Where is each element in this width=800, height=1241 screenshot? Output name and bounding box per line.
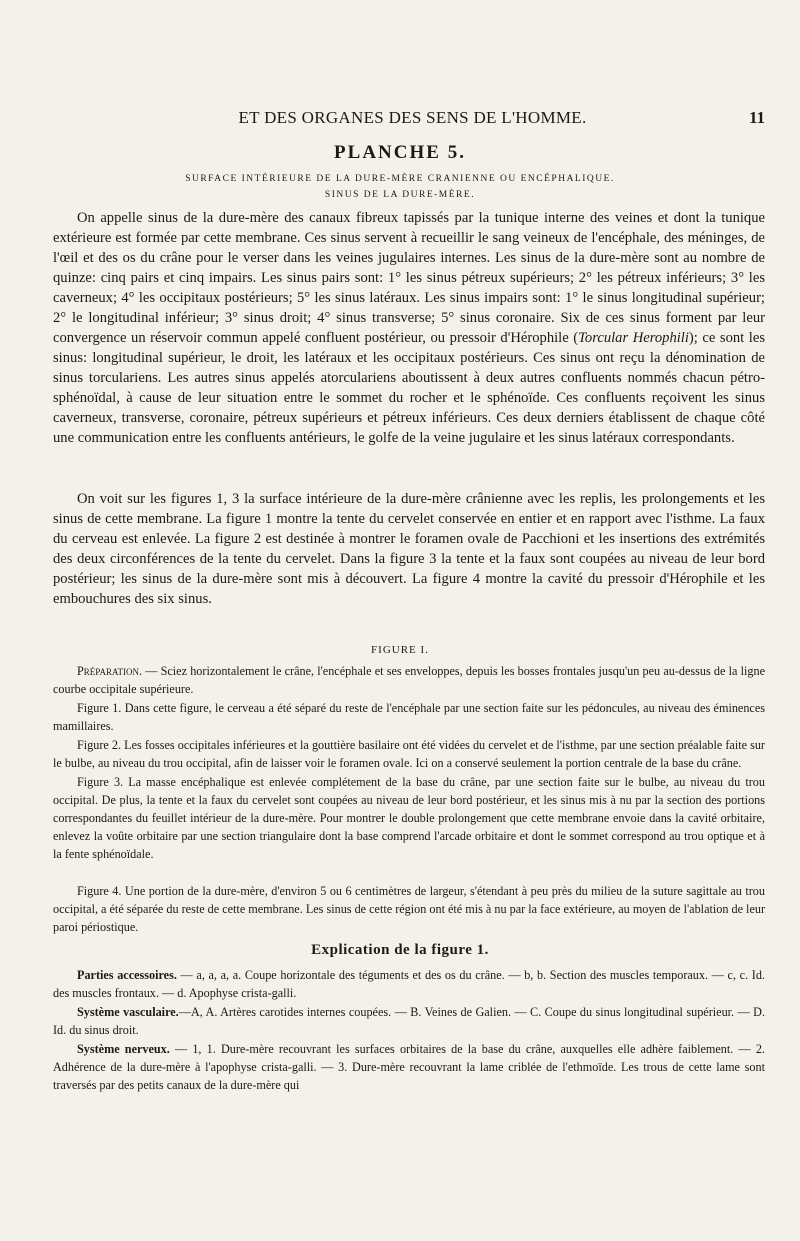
accessory-parts-label: Parties accessoires.	[77, 968, 177, 982]
accessory-parts-paragraph	[53, 966, 765, 1002]
page-number: 11	[748, 108, 765, 127]
nervous-system-text: — 1, 1. Dure-mère recouvrant les surfaces orbitaires de la base du crâne, auxquelles elle adhère faiblement. — 2. Adhérence de la dure-mère à l'apophyse crista-galli. — 3. Dure-mère recouvrant la lame criblée de l'ethmoïde. Les trous de cette lame sont traversés par des petits canaux de la dure-mère qui	[53, 1042, 765, 1092]
accessory-parts-text: — a, a, a, a. Coupe horizontale des téguments et des os du crâne. — b, b. Section des muscles temporaux. — c, c. Id. des muscles frontaux. — d. Apophyse crista-galli.	[53, 968, 765, 1000]
preparation-text: — Sciez horizontalement le crâne, l'encéphale et ses enveloppes, depuis les bosses frontales jusqu'un peu au-dessus de la ligne courbe occipitale supérieure.	[53, 664, 765, 696]
figures-overview-paragraph: On voit sur les figures 1, 3 la surface intérieure de la dure-mère crânienne avec les replis, les prolongements et les sinus de cette membrane. La figure 1 montre la tente du cervelet conservée en entier et en rapport avec l'isthme. La faux du cerveau est enlevée. La figure 2 est destinée à montrer le foramen ovale de Pacchioni et les insertions des extrémités des deux circonférences de la tente du cervelet. Dans la figure 3 la tente et la faux sont coupées au niveau de leur bord postérieur; les sinus de la dure-mère sont mis à découvert. La figure 4 montre la cavité du pressoir d'Hérophile et les embouchures des six sinus.	[53, 491, 765, 607]
preparation-label: Préparation.	[77, 664, 143, 678]
figure-heading: FIGURE I.	[371, 644, 429, 656]
nervous-system-label: Système nerveux.	[77, 1042, 170, 1056]
vascular-system-paragraph	[53, 1003, 765, 1039]
torcular-latin-term: Torcular Herophili	[578, 330, 689, 346]
figure-2-paragraph: Figure 2. Les fosses occipitales inférieures et la gouttière basilaire ont été vidées du cervelet et de l'isthme, par une section préalable faite sur le bulbe, au niveau du trou occipital, afin de laisser voir le foramen ovale. Ici on a conservé seulement la portion centrale de la base du crâne.	[53, 738, 765, 770]
preparation-paragraph	[53, 662, 765, 698]
intro-paragraph	[53, 208, 765, 448]
running-head	[60, 108, 765, 130]
vascular-system-text: —A, A. Artères carotides internes coupées. — B. Veines de Galien. — C. Coupe du sinus longitudinal supérieur. — D. Id. du sinus droit.	[53, 1005, 766, 1037]
vascular-system-label: Système vasculaire.	[77, 1005, 179, 1019]
figure-1-paragraph: Figure 1. Dans cette figure, le cerveau a été séparé du reste de l'encéphale par une section faite sur les pédoncules, au niveau des éminences mamillaires.	[53, 701, 765, 733]
plate-subtitle-1: SURFACE INTÉRIEURE DE LA DURE-MÈRE CRANIENNE OU ENCÉPHALIQUE.	[185, 174, 615, 184]
explication-heading: Explication de la figure 1.	[311, 942, 489, 958]
figure-4-paragraph: Figure 4. Une portion de la dure-mère, d'environ 5 ou 6 centimètres de largeur, s'étendant à peu près du milieu de la suture sagittale au trou occipital, a été séparée du reste de cette membrane. Les sinus de cette région ont été mis à nu par la face extérieure, au moyen de l'ablation de leur paroi périostique.	[53, 884, 765, 934]
figure-3-paragraph: Figure 3. La masse encéphalique est enlevée complétement de la base du crâne, par une section faite sur le bulbe, au niveau du trou occipital. De plus, la tente et la faux du cervelet sont coupées au niveau de leur bord postérieur, et les sinus mis à nu par la section des portions correspondantes du feuillet intérieur de la dure-mère. Pour montrer le double prolongement que cette membrane envoie dans la cavité orbitaire, enlevez la voûte orbitaire par une section triangulaire dont la base comprend l'arcade orbitaire et dont le sommet correspond au trou optique et à la fente sphénoïdale.	[53, 775, 765, 861]
plate-subtitle-2: SINUS DE LA DURE-MÈRE.	[324, 190, 476, 200]
running-title: ET DES ORGANES DES SENS DE L'HOMME.	[238, 108, 587, 127]
nervous-system-paragraph	[53, 1040, 765, 1094]
intro-text-a: On appelle sinus de la dure-mère des canaux fibreux tapissés par la tunique interne des veines et dont la tunique extérieure est formée par cette membrane. Ces sinus servent à recueillir le sang veineux de l'encéphale, des méninges, de l'œil et des os du crâne pour le verser dans les veines jugulaires internes. Les sinus de la dure-mère sont au nombre de quinze: cinq pairs et cinq impairs. Les sinus pairs sont: 1° les sinus pétreux supérieurs; 2° les pétreux inférieurs; 3° les caverneux; 4° les occipitaux postérieurs; 5° les sinus latéraux. Les sinus impairs sont: 1° le sinus longitudinal supérieur; 2° le longitudinal inférieur; 3° sinus droit; 4° sinus transverse; 5° sinus coronaire. Six de ces sinus forment par leur convergence un réservoir commun appelé confluent postérieur, ou pressoir d'Hérophile (	[53, 210, 765, 346]
intro-text-b: ); ce sont les sinus: longitudinal supérieur, le droit, les latéraux et les occipitaux postérieurs. Ces sinus ont reçu la dénomination de sinus torculariens. Les autres sinus appelés atorculariens aboutissent à deux autres confluents nommés chacun pétro-sphénoïdal, à cause de leur situation entre le sommet du rocher et le sphénoïde. Ces confluents reçoivent les sinus caverneux, transverse, coronaire, pétreux supérieurs et pétreux inférieurs. Ces deux derniers établissent de chaque côté une communication entre les confluents antérieurs, le golfe de la veine jugulaire et les sinus latéraux correspondants.	[53, 330, 766, 446]
plate-title: PLANCHE 5.	[334, 142, 466, 163]
